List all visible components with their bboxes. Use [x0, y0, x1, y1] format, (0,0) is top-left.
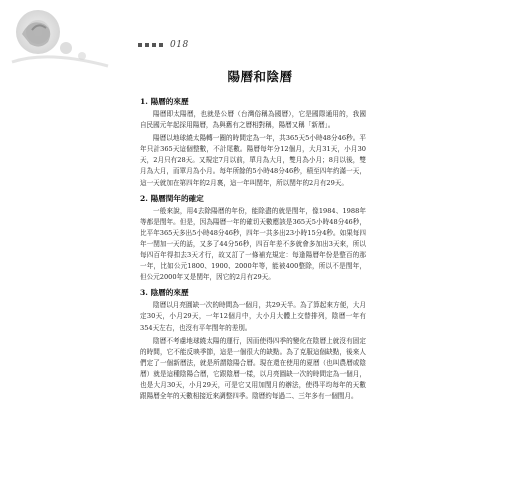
paragraph: 陰曆不考慮地球繞太陽的運行，因而使得四季的變化在陰曆上就沒有固定的時間，它不能反映季節，這是一個很大的缺點。為了克服這個缺點，後來人們定了一個新曆法，就是所謂陰陽合曆。現在還在使用的夏曆（也叫農曆或陰曆）就是這種陰陽合曆，它跟陰曆一樣，以月亮圓缺一次的時間定為一個月，也是大月30天，小月29天，可是它又用加閏月的辦法，使得平均每年的天數跟陽曆全年的天數相接近來調整四季。陰曆約每過二、三年多有一個閏月。 [140, 336, 366, 401]
header-square-icon [152, 43, 156, 47]
paragraph: 陽曆即太陽曆，也就是公曆（台灣俗稱為國曆），它是國際通用的，我國自民國元年起採用陽曆，為與舊有之曆相對稱，陽曆又稱「新曆」。 [140, 110, 366, 130]
section-heading: 2. 陽曆閏年的確定 [140, 193, 204, 203]
page-header [138, 40, 189, 50]
section-solar-calendar-origin [140, 96, 366, 189]
paragraph: 陽曆以地球繞太陽轉一圈的時間定為一年，共365天5小時48分46秒。平年只計365天這個整數，不計尾數。陽曆每年分12個月，大月31天，小月30天，2月只有28天。又規定7月以前，單月為大月，雙月為小月；8月以後，雙月為大月，而單月為小月。每年所餘的5小時48分46秒，積至四年約滿一天，這一天就加在第四年的2月裏，這一年叫閏年，所以閏年的2月有29天。 [140, 134, 366, 187]
section-heading: 3. 陰曆的來歷 [140, 288, 189, 298]
header-square-icon [145, 43, 149, 47]
paragraph: 一般來說，用4去除陽曆的年份，能除盡的就是閏年，像1984、1988年等都是閏年。但是，因為陽曆一年的確切天數應該是365天5小時48分46秒，比平年365天多出5小時48分46秒，四年一共多出23小時15分4秒。如果每四年一閏加一天的話，又多了44分56秒，四百年差不多就會多加出3天來，所以每四百年得扣去3天才行，故又訂了一條補充規定：每逢陽曆年份是整百的那一年，比如公元1800、1900、2000年等，能被400整除，所以不是閏年，但公元2000年又是閏年，因它的2月有29天。 [140, 206, 366, 282]
section-heading: 1. 陽曆的來歷 [140, 97, 189, 106]
article-body [140, 96, 366, 406]
header-square-icon [138, 43, 142, 47]
paragraph: 陰曆以月亮圓缺一次的時間為一個月，共29天半。為了算起來方便，大月定30天，小月29天，一年12個月中，大小月大體上交替排列，陰曆一年有354天左右，也沒有平年閏年的差別。 [140, 301, 366, 332]
page-number: 018 [170, 40, 189, 50]
header-square-icon [159, 43, 163, 47]
section-lunar-calendar-origin [140, 287, 366, 402]
section-leap-year-rules [140, 193, 366, 284]
page-title: 陽曆和陰曆 [227, 69, 293, 84]
